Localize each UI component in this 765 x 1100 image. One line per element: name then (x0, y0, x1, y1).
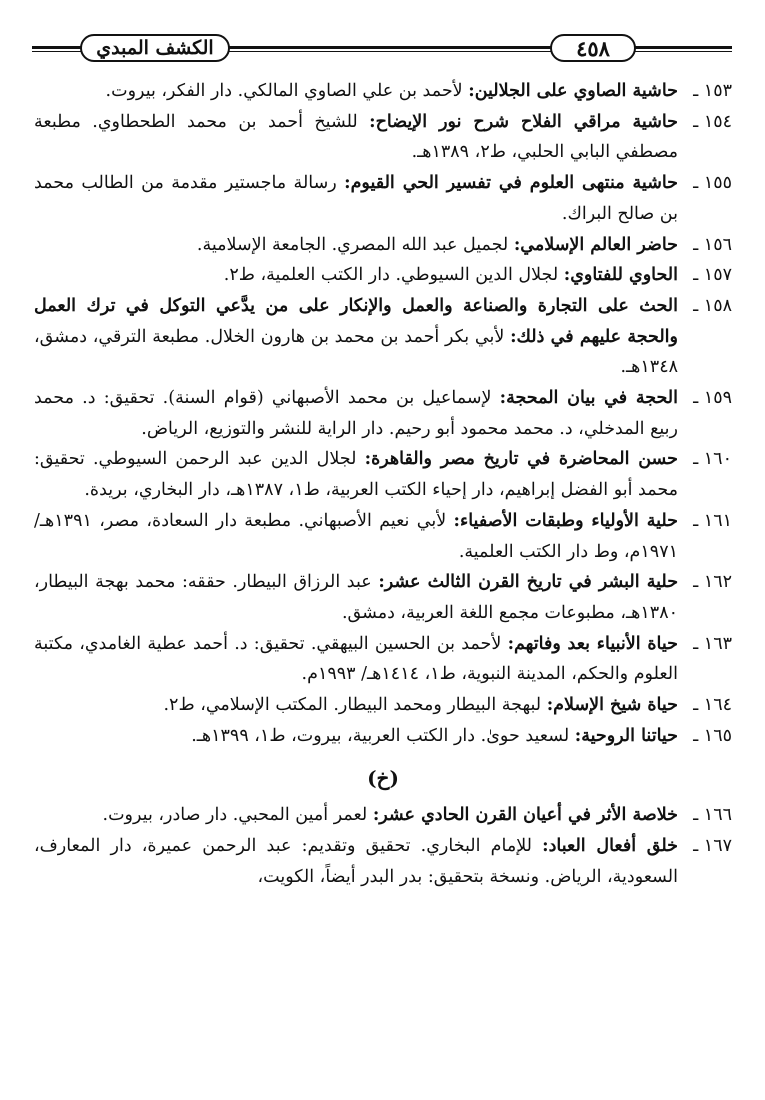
bibliography-list (34, 76, 732, 892)
list-item: ١٦٣ ـحياة الأنبياء بعد وفاتهم: لأحمد بن الحسين البيهقي. تحقيق: د. أحمد عطية الغامدي، مكتبة العلوم والحكم، المدينة النبوية، ط١، ١٤١٤هـ/ ١٩٩٣م. (34, 633, 732, 685)
page-header (32, 28, 732, 68)
list-item: ١٥٨ ـالحث على التجارة والصناعة والعمل والإنكار على من يدَّعي التوكل في ترك العمل والحجة عليهم في ذلك: لأبي بكر أحمد بن محمد بن هارون الخلال. مطبعة الترقي، دمشق، ١٣٤٨هـ. (34, 295, 732, 378)
list-item: ١٥٦ ـحاضر العالم الإسلامي: لجميل عبد الله المصري. الجامعة الإسلامية. (196, 234, 732, 255)
section-heading: (خ) (367, 766, 399, 791)
list-item: ١٦٠ ـحسن المحاضرة في تاريخ مصر والقاهرة: لجلال الدين عبد الرحمن السيوطي. تحقيق: محمد أبو الفضل إبراهيم، دار إحياء الكتب العربية، ط١، ١٣٨٧هـ، دار البخاري، بريدة. (34, 449, 732, 501)
list-item: ١٦٤ ـحياة شيخ الإسلام: لبهجة البيطار ومحمد البيطار. المكتب الإسلامي، ط٢. (163, 695, 732, 716)
list-item: ١٦٦ ـخلاصة الأثر في أعيان القرن الحادي عشر: لعمر أمين المحبي. دار صادر، بيروت. (102, 805, 732, 826)
list-item: ١٥٥ ـحاشية منتهى العلوم في تفسير الحي القيوم: رسالة ماجستير مقدمة من الطالب محمد بن صالح البراك. (34, 173, 733, 224)
page-number: ٤٥٨ (550, 34, 636, 62)
list-item: ١٦٥ ـحياتنا الروحية: لسعيد حوىٰ. دار الكتب العربية، بيروت، ط١، ١٣٩٩هـ. (191, 725, 732, 746)
list-item: ١٦٧ ـخلق أفعال العباد: للإمام البخاري. تحقيق وتقديم: عبد الرحمن عميرة، دار المعارف، السعودية، الرياض. ونسخة بتحقيق: بدر البدر أيضاً، الكويت، (34, 835, 732, 887)
list-item: ١٥٣ ـحاشية الصاوي على الجلالين: لأحمد بن علي الصاوي المالكي. دار الفكر، بيروت. (105, 81, 732, 101)
list-item: ١٥٤ ـحاشية مراقي الفلاح شرح نور الإيضاح: للشيخ أحمد بن محمد الطحطاوي. مطبعة مصطفي البابي الحلبي، ط٢، ١٣٨٩هـ. (34, 111, 733, 163)
list-item: ١٦١ ـحلية الأولياء وطبقات الأصفياء: لأبي نعيم الأصبهاني. مطبعة دار السعادة، مصر، ١٣٩١هـ/ ١٩٧١م، وط دار الكتب العلمية. (34, 510, 732, 562)
list-item: ١٦٢ ـحلية البشر في تاريخ القرن الثالث عشر: عبد الرزاق البيطار. حققه: محمد بهجة البيطار، ١٣٨٠هـ، مطبوعات مجمع اللغة العربية، دمشق. (34, 572, 733, 623)
list-item: ١٥٧ ـالحاوي للفتاوي: لجلال الدين السيوطي. دار الكتب العلمية، ط٢. (223, 265, 732, 286)
list-item: ١٥٩ ـالحجة في بيان المحجة: لإسماعيل بن محمد الأصبهاني (قوام السنة). تحقيق: د. محمد ربيع المدخلي، د. محمد محمود أبو رحيم. دار الراية للنشر والتوزيع، الرياض. (34, 388, 733, 439)
book-title: الكشف المبدي (80, 34, 230, 62)
